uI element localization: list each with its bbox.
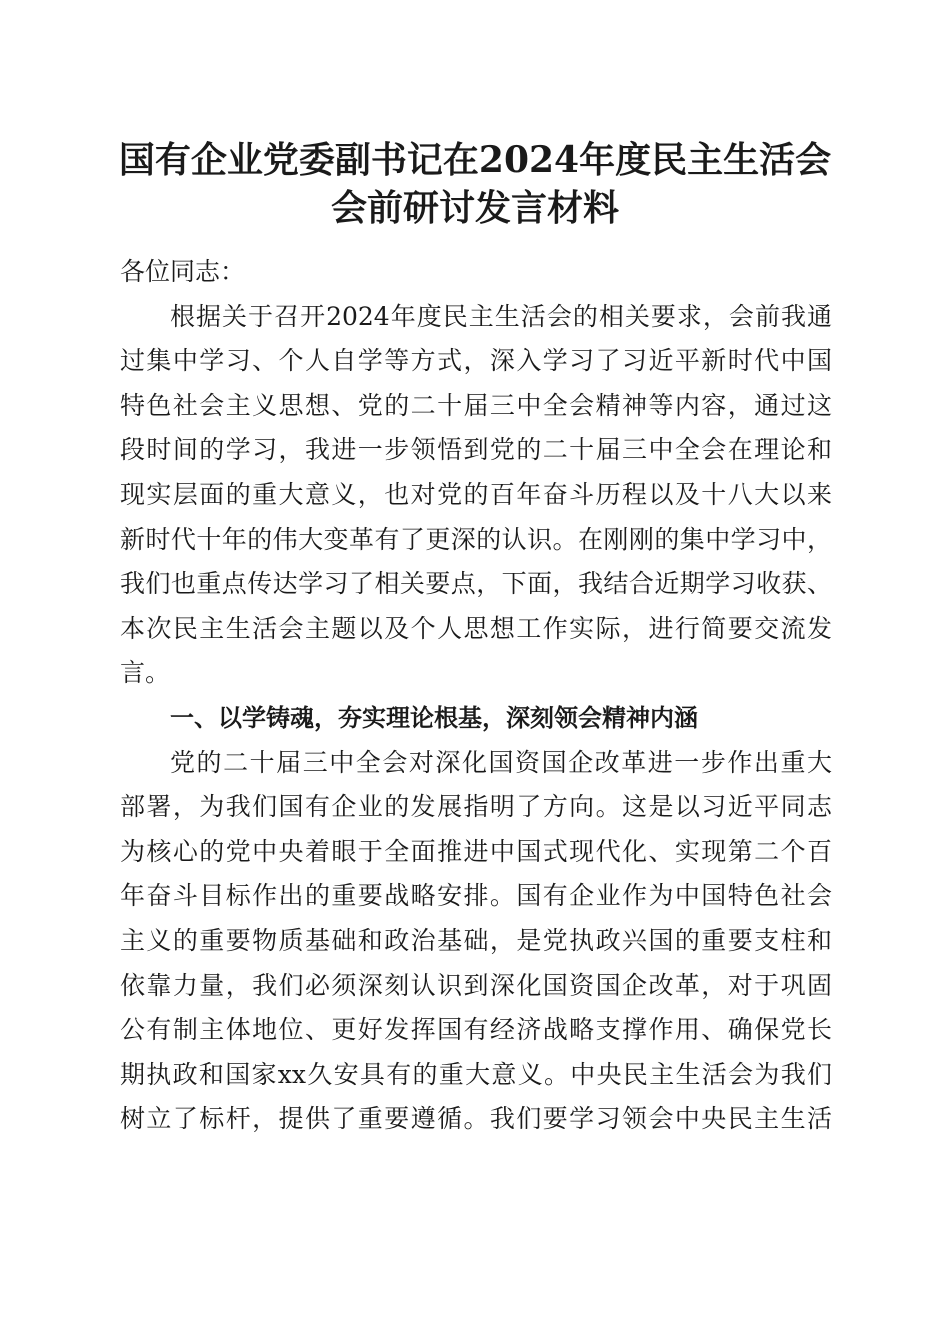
paragraph-line: 树立了标杆，提供了重要遵循。我们要学习领会中央民主生活 [120, 1104, 832, 1134]
paragraph-line: 新时代十年的伟大变革有了更深的认识。在刚刚的集中学习中， [120, 524, 832, 554]
paragraph-line: 言。 [120, 658, 171, 688]
paragraph-line: 现实层面的重大意义，也对党的百年奋斗历程以及十八大以来 [120, 479, 832, 509]
paragraph-line: 主义的重要物质基础和政治基础，是党执政兴国的重要支柱和 [120, 925, 832, 955]
paragraph-line: 为核心的党中央着眼于全面推进中国式现代化、实现第二个百 [120, 836, 832, 866]
document-title-line-1: 国有企业党委副书记在2024年度民主生活会 [118, 139, 832, 181]
paragraph-line: 我们也重点传达学习了相关要点，下面，我结合近期学习收获、 [120, 569, 832, 599]
paragraph-line: 部署，为我们国有企业的发展指明了方向。这是以习近平同志 [120, 792, 832, 822]
paragraph-line: 公有制主体地位、更好发挥国有经济战略支撑作用、确保党长 [120, 1015, 832, 1045]
document-body [120, 250, 832, 1142]
paragraph-2 [120, 741, 832, 1142]
paragraph-line: 本次民主生活会主题以及个人思想工作实际，进行简要交流发 [120, 613, 832, 643]
paragraph-line: 期执政和国家xx久安具有的重大意义。中央民主生活会为我们 [120, 1059, 832, 1089]
paragraph-line: 党的二十届三中全会对深化国资国企改革进一步作出重大 [170, 747, 832, 777]
paragraph-line: 过集中学习、个人自学等方式，深入学习了习近平新时代中国 [120, 346, 832, 376]
paragraph-line: 依靠力量，我们必须深刻认识到深化国资国企改革，对于巩固 [120, 970, 832, 1000]
paragraph-line: 特色社会主义思想、党的二十届三中全会精神等内容，通过这 [120, 390, 832, 420]
paragraph-1 [120, 295, 832, 696]
salutation: 各位同志： [120, 257, 246, 286]
paragraph-line: 年奋斗目标作出的重要战略安排。国有企业作为中国特色社会 [120, 881, 832, 911]
document-title-line-2: 会前研讨发言材料 [330, 187, 619, 229]
paragraph-line: 根据关于召开2024年度民主生活会的相关要求，会前我通 [170, 301, 832, 331]
paragraph-line: 段时间的学习，我进一步领悟到党的二十届三中全会在理论和 [120, 435, 832, 465]
section-1-heading: 一、以学铸魂，夯实理论根基，深刻领会精神内涵 [170, 703, 698, 732]
